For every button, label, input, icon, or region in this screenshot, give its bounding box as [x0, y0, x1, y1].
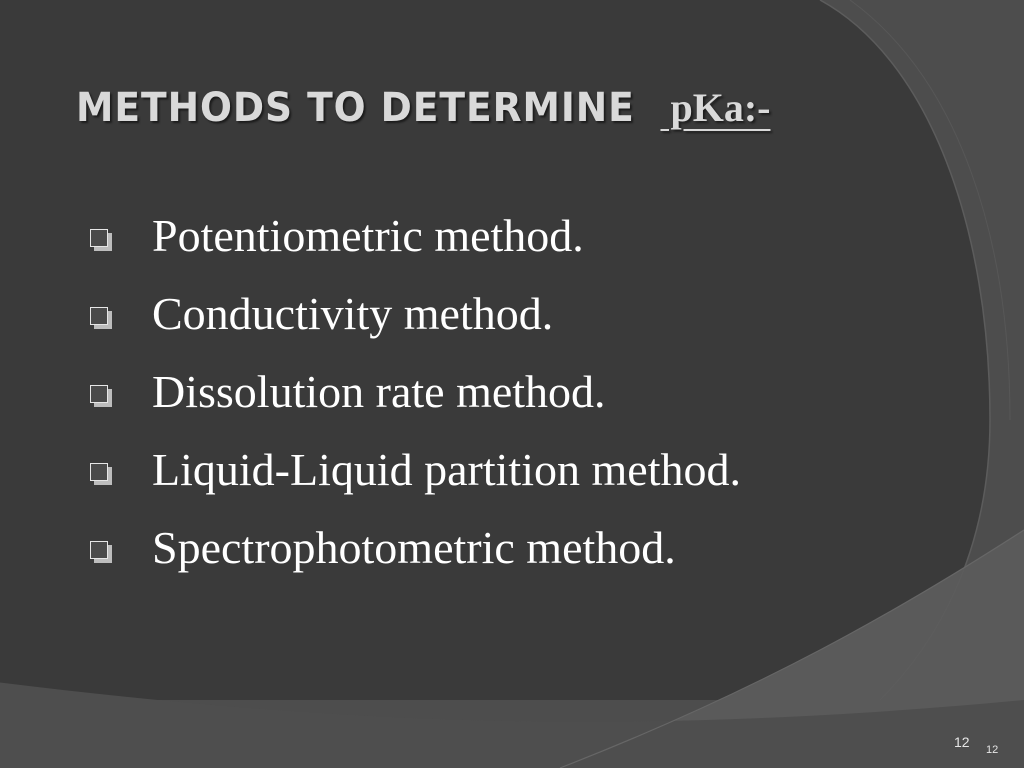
list-item-text: Potentiometric method.	[152, 210, 584, 261]
square-checkbox-bullet-icon	[90, 307, 112, 329]
list-item-text: Conductivity method.	[152, 288, 554, 339]
list-item-text: Liquid-Liquid partition method.	[152, 444, 741, 495]
list-item	[90, 364, 741, 442]
method-list	[90, 208, 741, 598]
slide-title	[76, 84, 770, 131]
list-item-text: Dissolution rate method.	[152, 366, 606, 417]
slide-title-tail: pKa:-	[660, 85, 771, 130]
square-checkbox-bullet-icon	[90, 385, 112, 407]
list-item	[90, 208, 741, 286]
slide-number: 12	[954, 734, 970, 750]
list-item-text: Spectrophotometric method.	[152, 522, 676, 573]
square-checkbox-bullet-icon	[90, 229, 112, 251]
list-item	[90, 286, 741, 364]
list-item	[90, 442, 741, 520]
list-item	[90, 520, 741, 598]
square-checkbox-bullet-icon	[90, 463, 112, 485]
slide-title-main: METHODS TO DETERMINE	[76, 85, 635, 131]
square-checkbox-bullet-icon	[90, 541, 112, 563]
footer-slide-number: 12	[986, 744, 999, 756]
